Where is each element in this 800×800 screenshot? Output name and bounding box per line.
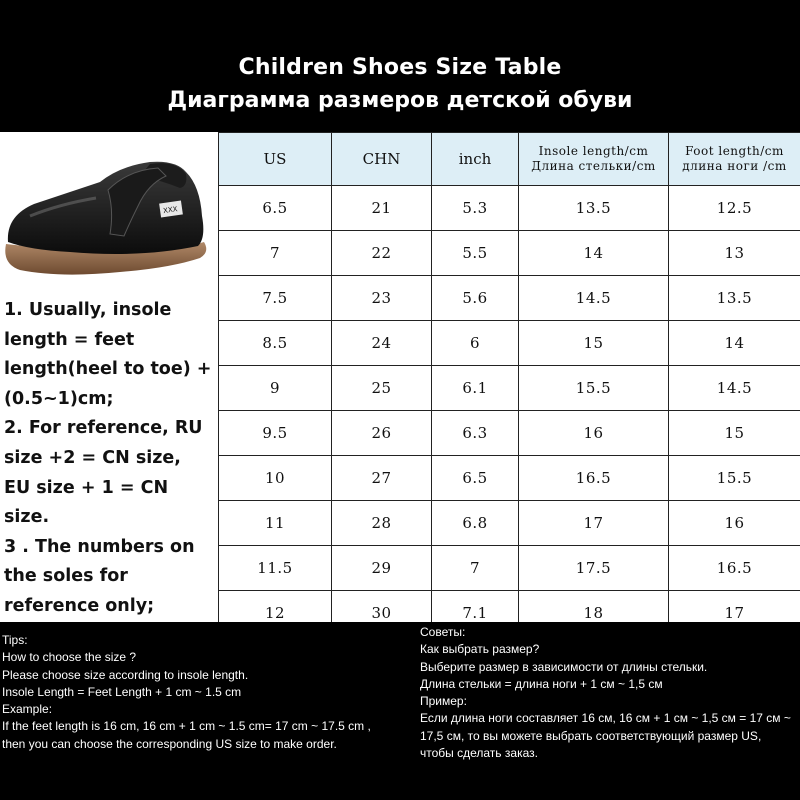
cell-foot-length: 15.5 [669,456,800,501]
note-line: length(heel to toe) + [4,359,212,380]
note-line: EU size + 1 = CN [4,477,169,498]
tips-english [2,632,412,753]
header-foot-ru: длина ноги /cm [682,159,787,173]
cell-inch: 7.1 [432,591,519,636]
cell-foot-length: 14 [669,321,800,366]
header-inch: inch [432,133,519,186]
cell-chn: 27 [332,456,432,501]
cell-inch: 6.3 [432,411,519,456]
table-row [219,546,800,591]
note-line: (0.5~1)cm; [4,388,114,409]
tip-line: Пример: [420,694,467,709]
tip-line: Tips: [2,633,28,647]
table-row [219,366,800,411]
cell-inch: 5.5 [432,231,519,276]
cell-insole-length: 13.5 [519,186,669,231]
cell-foot-length: 15 [669,411,800,456]
cell-chn: 23 [332,276,432,321]
tip-line: Советы: [420,625,466,639]
header-us: US [219,133,332,186]
table-row [219,276,800,321]
tip-line: Выберите размер в зависимости от длины стельки. [420,659,708,674]
cell-chn: 25 [332,366,432,411]
table-header-row [219,133,800,186]
cell-foot-length: 17 [669,591,800,636]
tip-line: If the feet length is 16 cm, 16 cm + 1 cm ~ 1.5 cm= 17 cm ~ 17.5 cm , [2,719,371,734]
cell-us: 7 [219,231,332,276]
cell-insole-length: 16.5 [519,456,669,501]
table-row [219,231,800,276]
cell-inch: 6 [432,321,519,366]
note-line: reference only; [4,595,155,616]
tip-line: Insole Length = Feet Length + 1 cm ~ 1.5 cm [2,684,242,699]
header [0,0,800,132]
header-foot-en: Foot length/cm [685,144,784,158]
cell-foot-length: 12.5 [669,186,800,231]
table-row [219,321,800,366]
cell-insole-length: 14 [519,231,669,276]
cell-chn: 29 [332,546,432,591]
cell-chn: 26 [332,411,432,456]
cell-us: 6.5 [219,186,332,231]
cell-chn: 21 [332,186,432,231]
note-line: 2. For reference, RU [4,418,203,439]
cell-us: 10 [219,456,332,501]
size-table [218,132,800,636]
cell-chn: 28 [332,501,432,546]
tip-line: Как выбрать размер? [420,642,540,657]
cell-insole-length: 14.5 [519,276,669,321]
cell-us: 11 [219,501,332,546]
note-line: size +2 = CN size, [4,447,181,468]
header-insole-en: Insole length/cm [538,144,649,158]
page-title-russian: Диаграмма размеров детской обуви [167,88,633,113]
cell-inch: 6.8 [432,501,519,546]
table-row [219,186,800,231]
tip-line: How to choose the size ? [2,650,137,665]
cell-insole-length: 18 [519,591,669,636]
tip-line: Please choose size according to insole length. [2,667,249,682]
cell-insole-length: 15.5 [519,366,669,411]
cell-us: 9.5 [219,411,332,456]
table-row [219,456,800,501]
cell-insole-length: 15 [519,321,669,366]
header-insole-ru: Длина стельки/cm [531,159,656,173]
cell-inch: 5.6 [432,276,519,321]
note-line: 1. Usually, insole [4,300,172,320]
cell-insole-length: 17.5 [519,546,669,591]
cell-foot-length: 13 [669,231,800,276]
cell-insole-length: 16 [519,411,669,456]
tip-line: Длина стельки = длина ноги + 1 см ~ 1,5 см [420,676,663,691]
note-line: size. [4,507,50,528]
cell-us: 12 [219,591,332,636]
header-insole-length [519,133,669,186]
cell-us: 9 [219,366,332,411]
note-line: 3 . The numbers on [4,536,195,557]
cell-us: 11.5 [219,546,332,591]
page-title: Children Shoes Size Table [238,55,562,80]
cell-us: 8.5 [219,321,332,366]
tip-line: Если длина ноги составляет 16 см, 16 см + 1 см ~ 1,5 см = 17 см ~ 17,5 см, то вы можете выбрать соответствующий размер US, чтобы сделать заказ. [420,711,791,761]
cell-inch: 5.3 [432,186,519,231]
left-panel [0,132,218,622]
cell-inch: 6.1 [432,366,519,411]
cell-chn: 24 [332,321,432,366]
cell-insole-length: 17 [519,501,669,546]
header-chn: CHN [332,133,432,186]
tips-russian [420,624,798,762]
cell-foot-length: 14.5 [669,366,800,411]
cell-chn: 22 [332,231,432,276]
table-row [219,411,800,456]
shoe-label-text: XXX [162,205,179,216]
tip-line: then you can choose the corresponding US size to make order. [2,736,337,751]
table-row [219,501,800,546]
cell-chn: 30 [332,591,432,636]
tip-line: Example: [2,702,53,717]
cell-foot-length: 16 [669,501,800,546]
note-line: the soles for [4,566,128,587]
cell-foot-length: 16.5 [669,546,800,591]
cell-us: 7.5 [219,276,332,321]
shoe-image [0,146,218,296]
cell-foot-length: 13.5 [669,276,800,321]
footer-tips [0,622,800,800]
size-notes [4,296,216,622]
note-line: length = feet [4,329,135,350]
cell-inch: 7 [432,546,519,591]
cell-inch: 6.5 [432,456,519,501]
header-foot-length [669,133,800,186]
